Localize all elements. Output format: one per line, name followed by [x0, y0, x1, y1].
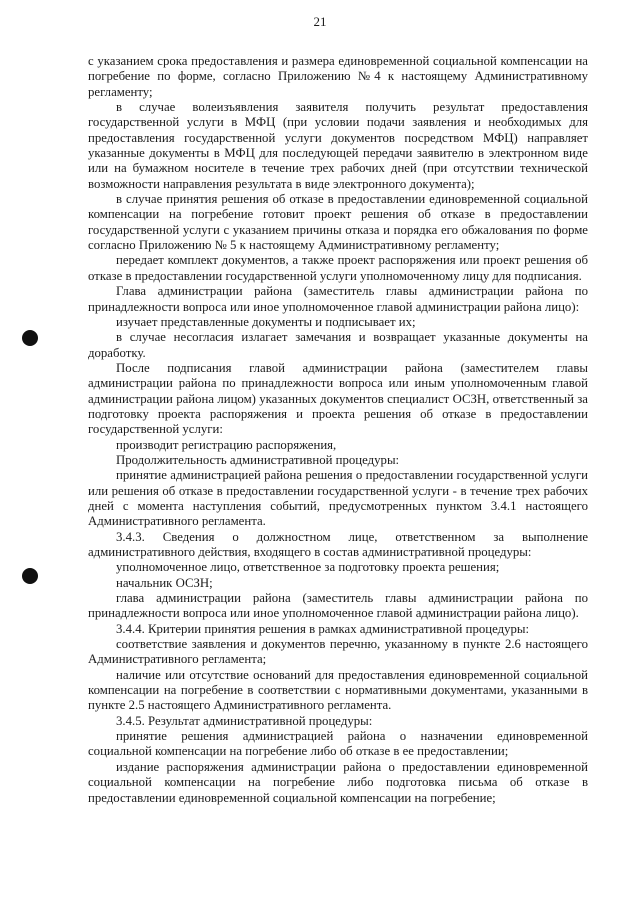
page-number: 21: [313, 14, 327, 29]
paragraph: производит регистрацию распоряжения,: [116, 437, 337, 452]
punch-hole-top: [22, 330, 38, 346]
punch-hole-bottom: [22, 568, 38, 584]
paragraph: издание распоряжения администрации района о предоставлении единовременной социальной компенсации на погребение либо подготовка письма об отказе в предоставлении единовременной социальной компенсации на погребение;: [88, 759, 588, 805]
document-body: [88, 54, 588, 806]
paragraph: 3.4.4. Критерии принятия решения в рамках административной процедуры:: [116, 621, 530, 636]
paragraph: принятие решения администрацией района о назначении единовременной социальной компенсации на погребение либо об отказе в ее предоставлении;: [88, 729, 588, 759]
paragraph: в случае принятия решения об отказе в предоставлении единовременной социальной компенсации на погребение готовит проект решения об отказе в предоставлении государственной услуги с указанием причины отказа и порядка его обжалования по форме согласно Приложению № 5 к настоящему Административному регламенту;: [88, 192, 588, 253]
paragraph: с указанием срока предоставления и размера единовременной социальной компенсации на погребение по форме, согласно Приложению №4 к настоящему Административному регламенту;: [88, 54, 588, 99]
paragraph: передает комплект документов, а также проект распоряжения или проект решения об отказе в предоставлении государственной услуги уполномоченному лицу для подписания.: [88, 253, 588, 283]
paragraph: в случае волеизъявления заявителя получить результат предоставления государственной услуги в МФЦ (при условии подачи заявления и необходимых для предоставления государственной услуги документов посредством МФЦ) направляет указанные документы в МФЦ для последующей передачи заявителю в электронном виде или на бумажном носителе в течение трех рабочих дней (при отсутствии технической возможности направления результата в виде электронного документа);: [88, 100, 588, 191]
paragraph: начальник ОСЗН;: [116, 575, 213, 590]
paragraph: После подписания главой администрации района (заместителем главы администрации района по принадлежности вопроса или иным уполномоченным главой администрации района лицом) указанных документов специалист ОСЗН, ответственный за подготовку проекта распоряжения и проекта решения об отказе в предоставлении государственной услуги:: [88, 360, 588, 437]
paragraph: 3.4.5. Результат административной процедуры:: [116, 713, 373, 728]
paragraph: глава администрации района (заместитель главы администрации района по принадлежности вопроса или иное уполномоченное главой администрации района лицо).: [88, 591, 588, 621]
paragraph: изучает представленные документы и подписывает их;: [116, 314, 416, 329]
paragraph: Продолжительность административной процедуры:: [116, 452, 400, 467]
paragraph: соответствие заявления и документов перечню, указанному в пункте 2.6 настоящего Административного регламента;: [88, 637, 588, 667]
paragraph: принятие администрацией района решения о предоставлении государственной услуги или решения об отказе в предоставлении государственной услуги - в течение трех рабочих дней с момента наступления событий, предусмотренных пунктом 3.4.1 настоящего Административного регламента.: [88, 468, 588, 529]
paragraph: 3.4.3. Сведения о должностном лице, ответственном за выполнение административного действия, входящего в состав административной процедуры:: [88, 529, 588, 559]
paragraph: в случае несогласия излагает замечания и возвращает указанные документы на доработку.: [88, 330, 588, 360]
paragraph: Глава администрации района (заместитель главы администрации района по принадлежности вопроса или иное уполномоченное главой администрации района лицо):: [88, 284, 588, 314]
paragraph: наличие или отсутствие оснований для предоставления единовременной социальной компенсации на погребение в соответствии с нормативными документами, указанными в пункте 2.5 настоящего Административного регламента.: [88, 667, 588, 713]
paragraph: уполномоченное лицо, ответственное за подготовку проекта решения;: [116, 560, 500, 575]
